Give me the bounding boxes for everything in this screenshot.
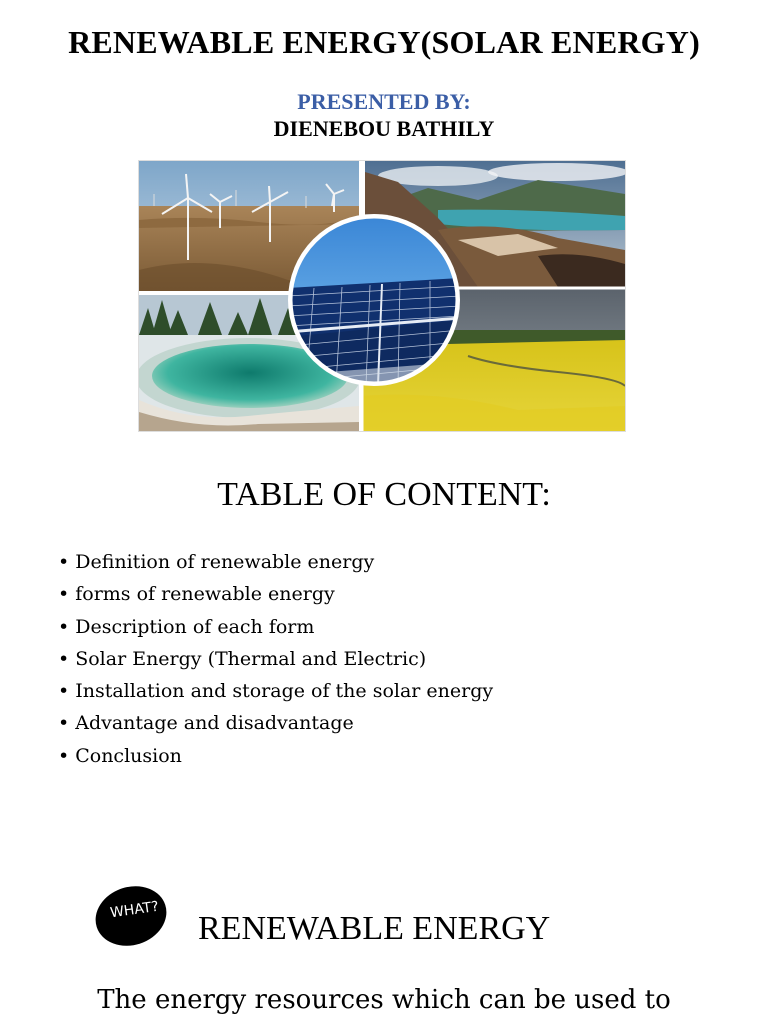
toc-heading: TABLE OF CONTENT:	[217, 476, 551, 513]
presenter-name: DIENEBOU BATHILY	[273, 116, 495, 141]
solar-panels-photo	[288, 214, 460, 386]
slide-title: RENEWABLE ENERGY(SOLAR ENERGY)	[68, 24, 700, 60]
presented-by-label: PRESENTED BY:	[297, 89, 471, 114]
toc-item: • forms of renewable energy	[58, 578, 493, 610]
toc-item: • Installation and storage of the solar energy	[58, 675, 493, 707]
toc-list	[58, 546, 493, 772]
toc-item: • Conclusion	[58, 740, 493, 772]
section-body-text: The energy resources which can be used to	[97, 985, 671, 1015]
energy-collage-image	[138, 160, 626, 432]
section-title: RENEWABLE ENERGY	[198, 910, 551, 947]
toc-item: • Definition of renewable energy	[58, 546, 493, 578]
what-badge-icon	[94, 884, 168, 948]
what-badge-label: WHAT?	[109, 898, 160, 922]
toc-item: • Advantage and disadvantage	[58, 707, 493, 739]
toc-item: • Solar Energy (Thermal and Electric)	[58, 643, 493, 675]
toc-item: • Description of each form	[58, 611, 493, 643]
